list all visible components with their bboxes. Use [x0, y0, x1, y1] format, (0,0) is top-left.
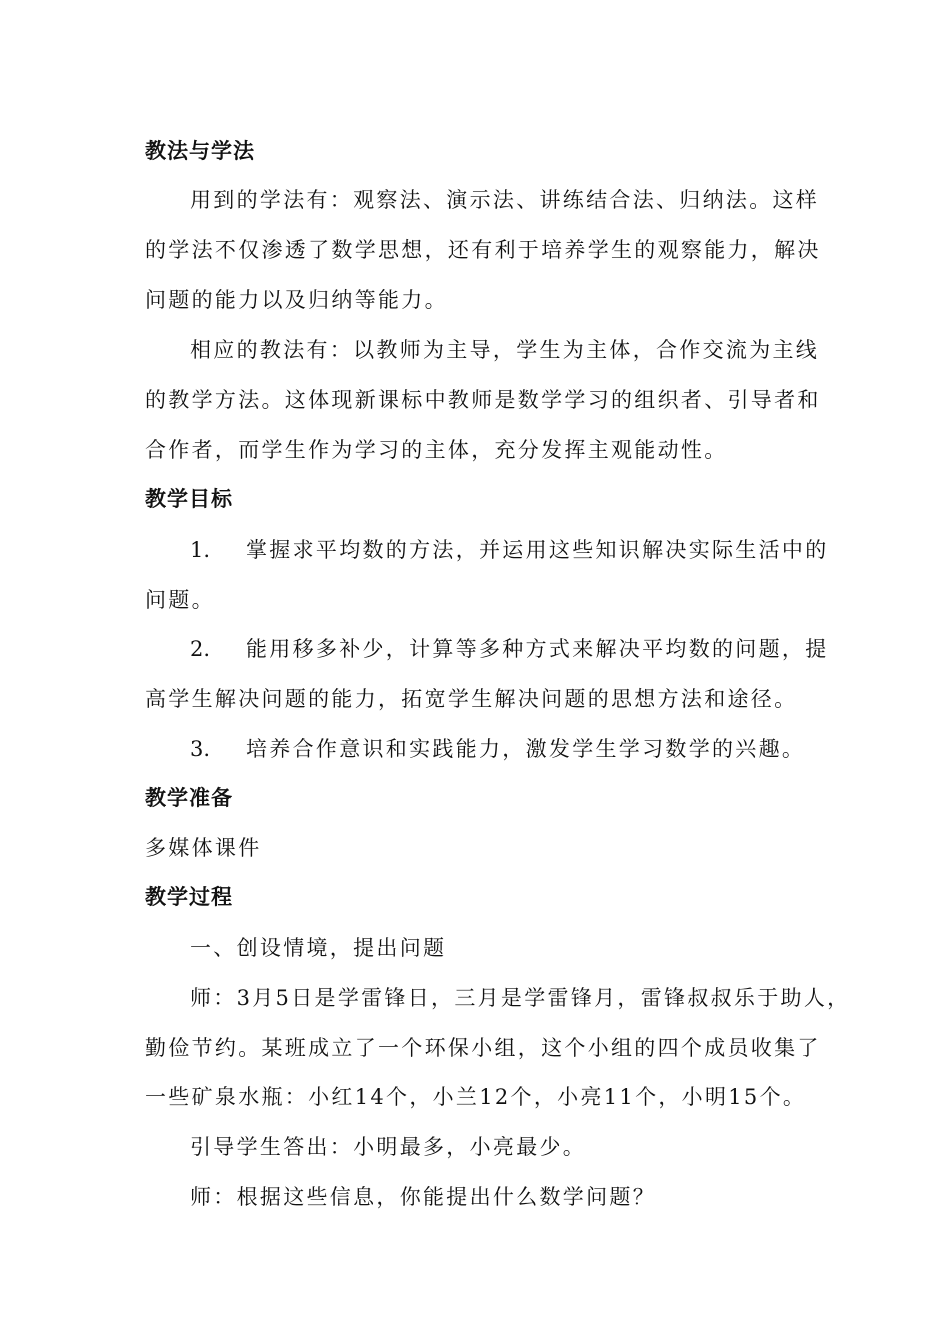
goal-item-3 [190, 735, 835, 763]
methods-para1-line1: 用到的学法有：观察法、演示法、讲练结合法、归纳法。这样 [190, 188, 820, 212]
process-step1: 一、创设情境，提出问题 [190, 936, 447, 960]
process-para3: 师：根据这些信息，你能提出什么数学问题？ [190, 1185, 656, 1209]
section-heading-goals: 教学目标 [145, 487, 233, 511]
goal-item-2-line2: 高学生解决问题的能力，拓宽学生解决问题的思想方法和途径。 [145, 687, 798, 711]
methods-para1-line2: 的学法不仅渗透了数学思想，还有利于培养学生的观察能力，解决 [145, 238, 821, 262]
section-heading-prep: 教学准备 [145, 786, 233, 810]
prep-text: 多媒体课件 [145, 836, 262, 860]
goal-text: 培养合作意识和实践能力，激发学生学习数学的兴趣。 [246, 737, 806, 761]
methods-para1-line3: 问题的能力以及归纳等能力。 [145, 288, 448, 312]
methods-para2-line3: 合作者，而学生作为学习的主体，充分发挥主观能动性。 [145, 438, 728, 462]
goal-number: 2. [190, 637, 211, 661]
goal-item-1 [190, 536, 835, 564]
process-para1-line2: 勤俭节约。某班成立了一个环保小组，这个小组的四个成员收集了 [145, 1036, 821, 1060]
goal-text: 掌握求平均数的方法，并运用这些知识解决实际生活中的 [246, 538, 829, 562]
methods-para2-line1: 相应的教法有：以教师为主导，学生为主体，合作交流为主线 [190, 338, 820, 362]
section-heading-methods: 教法与学法 [145, 139, 255, 163]
process-para1-line3: 一些矿泉水瓶：小红14个，小兰12个，小亮11个，小明15个。 [145, 1085, 807, 1109]
goal-item-1-line2: 问题。 [145, 588, 215, 612]
goal-item-2 [190, 635, 835, 663]
section-heading-process: 教学过程 [145, 885, 233, 909]
goal-text: 能用移多补少，计算等多种方式来解决平均数的问题，提 [246, 637, 829, 661]
goal-number: 1. [190, 538, 211, 562]
goal-number: 3. [190, 737, 211, 761]
process-para1-line1: 师：3月5日是学雷锋日，三月是学雷锋月，雷锋叔叔乐于助人， [190, 986, 851, 1010]
process-para2: 引导学生答出：小明最多，小亮最少。 [190, 1135, 587, 1159]
methods-para2-line2: 的教学方法。这体现新课标中教师是数学学习的组织者、引导者和 [145, 388, 821, 412]
